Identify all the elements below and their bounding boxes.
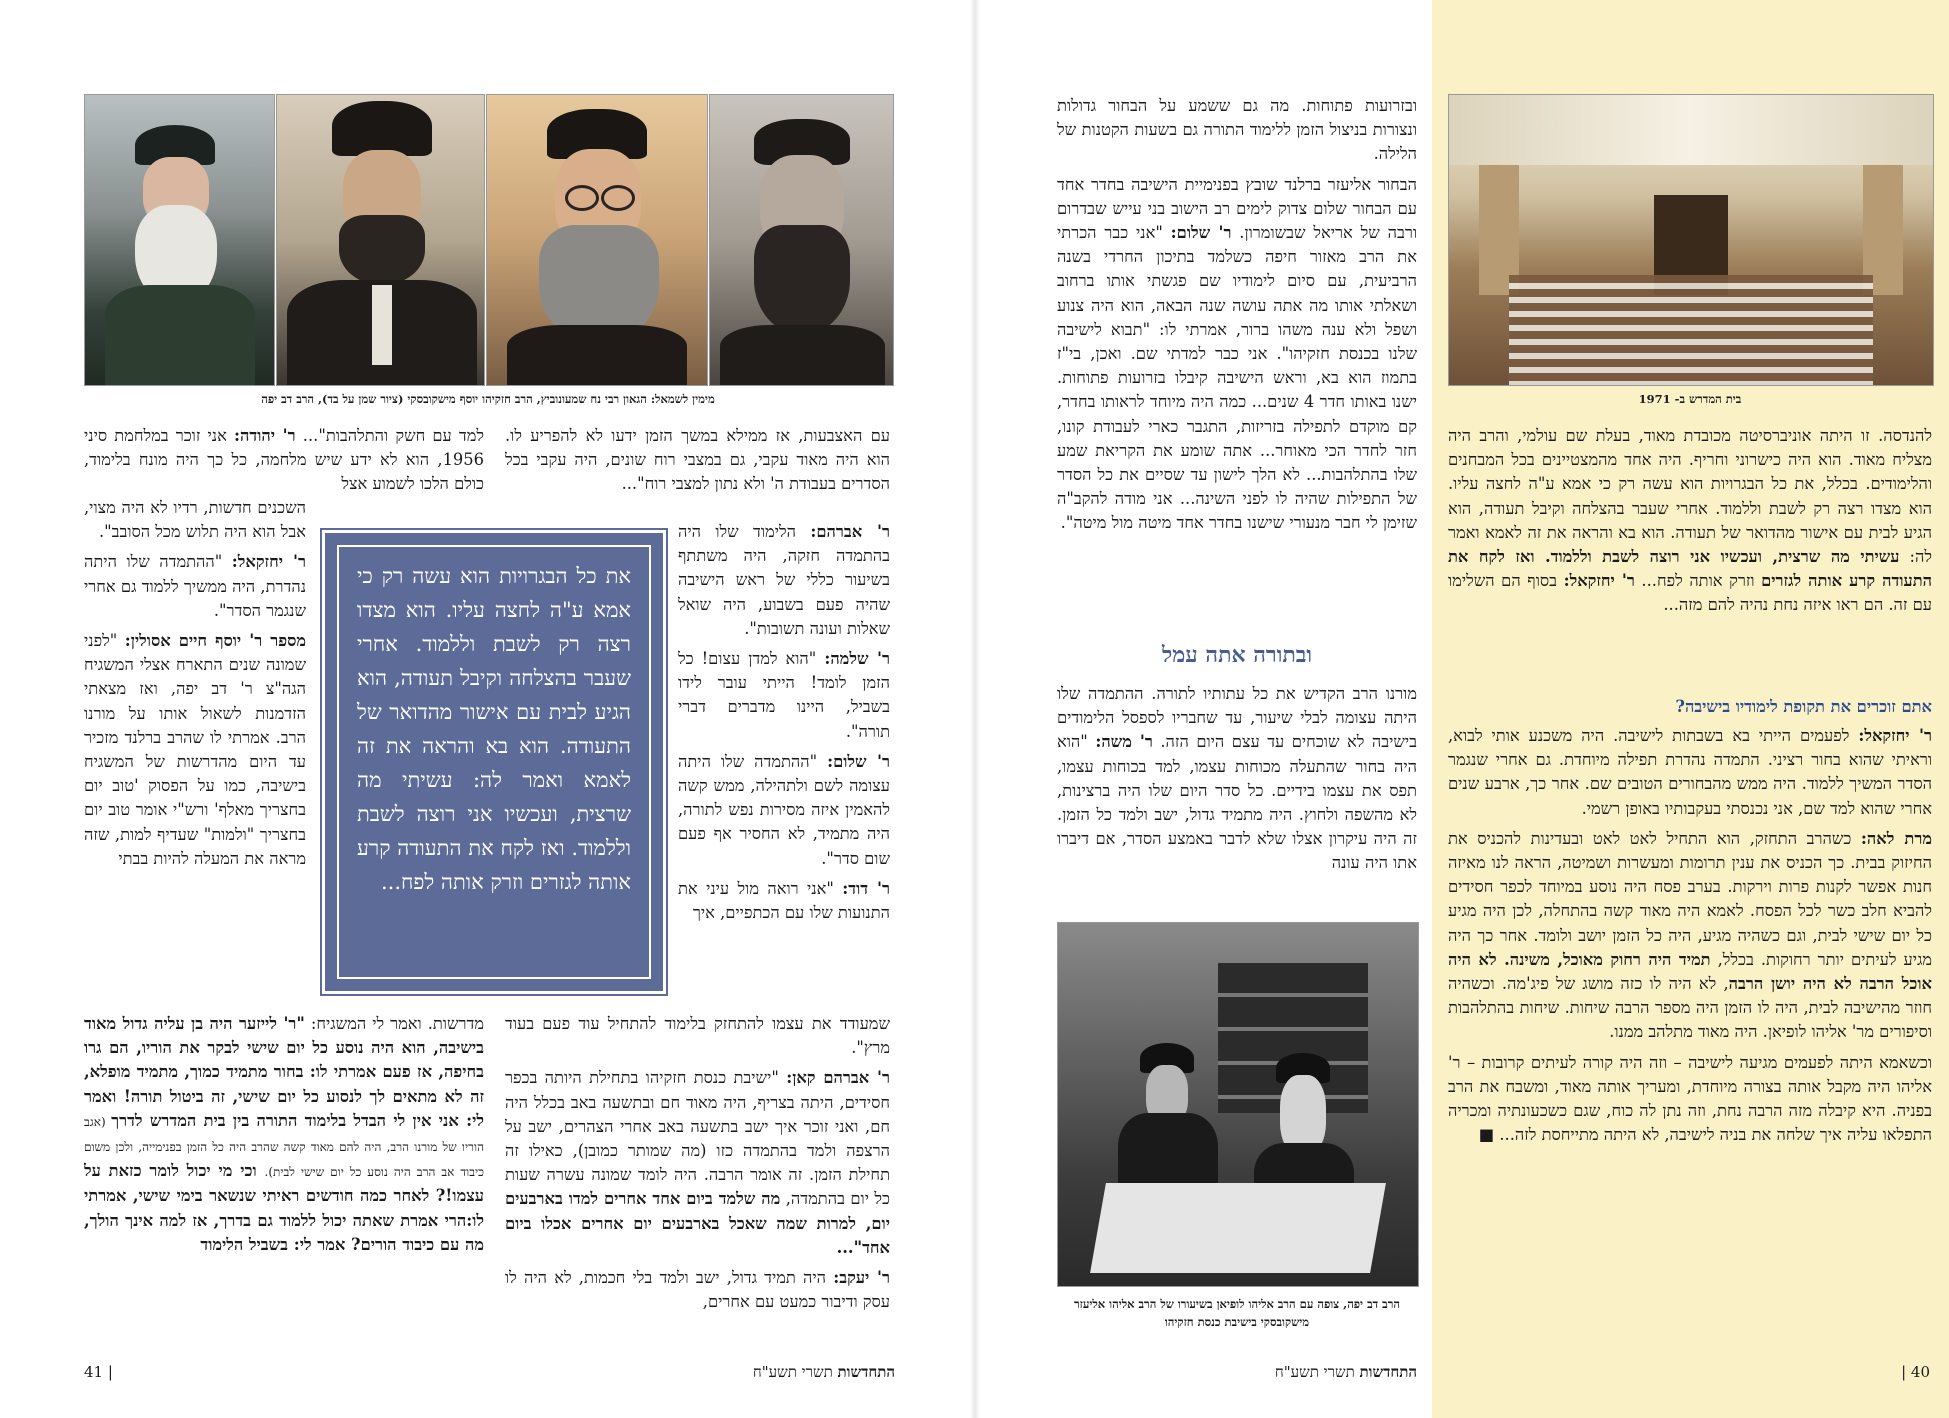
- portraits-caption: מימין לשמאל: הגאון רבי נח שמעונוביץ, הרב חזקיהו יוסף מישקובסקי (ציור שמן על בד), הרב דב יפה: [261, 392, 715, 406]
- column-left-bottom: מדרשות. ואמר לי המשגיח: "ר' לייזער היה בן עליה גדול מאוד בישיבה, הוא היה נוסע כל יום שישי לבקר את הוריו, הם גרו בחיפה, אז פעם אמרתי לו: בחור מתמיד כמוך, מתמיד מופלא, זה לא מתאים לך לנסוע כל יום שישי, זה ביטול תורה! ואמר לי: אני אין לי הבדל בלימוד התורה בין בית המדרש לדרך (אגב הוריו של מורנו הרב, היה להם מאוד קשה שהרב היה כל הזמן בפנימייה, ולכן משום כיבוד אב הרב היה נוסע כל יום שישי לבית). וכי מי יכול לומר כזאת על עצמו!? לאחר כמה חודשים ראיתי שנשאר בימי שישי, אמרתי לו:הרי אמרת שאתה יכול ללמוד גם בדרך, אז למה אינך הולך, מה עם כיבוד הורים? אמר לי: בשביל הלימוד: [84, 1014, 484, 1254]
- footer-brand: התחדשות: [837, 1363, 895, 1381]
- photo-oil-painting-portrait: [486, 94, 708, 386]
- photo-rav-noach-shimonovitz: [709, 94, 894, 386]
- right-page-column-right: להנדסה. זו היתה אוניברסיטה מכובדת מאוד, בעלת שם עולמי, והרב היה מצליח מאוד. הוא היה כישרוני וחריף. היה אחד מהמצטיינים בכל המבחנים והלימודים. בכלל, את כל הבגרויות הוא עשה רק כי אמא ע"ה לחצה עליו. הוא מצדו רצה רק לשבת וללמוד. אחרי שעבר בהצלחה וקיבל תעודה, הוא הגיע לבית עם אישור מהדואר של תעודה. הוא בא והראה את זה לאמא ואמר לה: עשיתי מה שרצית, ועכשיו אני רוצה לשבת וללמוד. ואז לקח את התעודה קרע אותה לגזרים וזרק אותה לפח... ר' יחזקאל: בסוף הם השלימו עם זה. הם ראו איזה נחת נהיה להם מזה...: [1448, 426, 1932, 615]
- question-heading: אתם זוכרים את תקופת לימודיו בישיבה?: [1675, 697, 1932, 716]
- page-number-40: | 40: [1901, 1363, 1930, 1381]
- footer-right: [1057, 1363, 1417, 1382]
- photo-rav-dov-yaffe: [84, 94, 275, 386]
- end-mark: ■: [1478, 1125, 1495, 1145]
- column-right-bottom: שמעודד את עצמו להתחזק בלימוד להתחיל עוד פעם בעוד מרץ". ר' אברהם קאן: "ישיבת כנסת חזקיהו בתחילת היותה בכפר חסידים, היתה בצריף, היה מאוד חם ובתשעה באב בכלל היה חם, ואני זוכר איך ישב בתשעה באב אחרי הצהרים, ישב על הרצפה ולמד בהתמדה כזו (מה שמותר כמובן), כאילו זה תחילת הזמן. זה אומר הרבה. היה לומד שמונה עשרה שעות כל יום בהתמדה, מה שלמד ביום אחד אחרים למדו בארבעים יום, למרות שמה שאכל בארבעים יום אחרים אכלו ביום אחד"... ר' יעקב: היה תמיד גדול, ישב ולמד בלי חכמות, לא היה לו עסק ודיבור כמעט עם אחרים,: [505, 1014, 890, 1312]
- footer-date-right: תשרי תשע"ח: [1274, 1363, 1360, 1381]
- photo-rav-chizkiyahu-mishkovsky: [276, 94, 485, 386]
- footer-left: [510, 1363, 895, 1382]
- right-page-column-right-cont: ר' יחזקאל: לפעמים הייתי בא בשבתות לישיבה. היה משכנע אותי לבוא, וראיתי שהוא בחור רציני. התמדה נהדרת תפילה מיוחדת. גם אחרי שנגמר הסדר המשיך ללמוד. היה ממש מהבחורים הטובים שם. אחר כך, ארבע שנים אחרי שהוא למד שם, אני נכנסתי בעקבותיו באופן רשמי. מרת לאה: כשהרב התחזק, הוא התחיל לאט לאט ובעדינות להכניס את החיזוק בבית. כך הכניס את ענין תרומות ומעשרות ושמיטה, הראה לנו מאיזה חנות אפשר לקנות פרות וירקות. בערב פסח היה נוסע במיוחד לכפר חסידים להביא חלב כשר לכל הפסח. לאמא היה מאוד קשה בהתחלה, לכן היה מגיע כל יום שישי לבית, וגם כשהיה מגיע, היה כל הזמן יושב ולומד. אחר כך היה מגיע לעיתים יותר רחוקות. בכלל, תמיד היה רחוק מאוכל, משינה. לא היה אוכל הרבה לא היה יושן הרבה, לא היה לו כזה מושג של פיג'מה. וכשהיה חוזר מהישיבה לבית, היה לו הזמן היה מספר הרבה שיחות. שיחות בהתלהבות וסיפורים מר' אליהו לופיאן. היה מאוד מתלהב ממנו. וכשאמא היתה לפעמים מגיעה לישיבה – וזה היה קורה לעיתים קרובות – ר' אליהו היה מקבל אותה בצורה מיוחדת, ומעריך אותה מאוד, ומשבח את הרב בפניה. היא קיבלה מזה הרבה נחת, וזה נתן לה כוח, שגם כשכעונתיה ומכריה התפלאו עליה איך שלחה את בניה לישיבה, לא היתה מתייחסת לזה... ■: [1448, 726, 1932, 1145]
- photo-study-session: [1057, 922, 1419, 1287]
- section-heading: ובתורה אתה עמל: [1161, 642, 1313, 668]
- column-right-top: עם האצבעות, אז ממילא במשך הזמן ידעו לא להפריע לו. הוא היה מאוד עקבי, גם במצבי רוח שונים, היה עקבי בכל הסדרים בעבודת ה' ולא נתון למצבי רוח"...: [505, 426, 890, 494]
- study-session-caption: הרב דב יפה, צופה עם הרב אליהו לופיאן בשיעורו של הרב אליהו אליעזר מישקובסקי בישיבת כנסת חזקיהו: [1074, 1297, 1400, 1329]
- pull-quote-text: את כל הבגרויות הוא עשה רק כי אמא ע"ה לחצה עליו. הוא מצדו רצה רק לשבת וללמוד. אחרי שעבר בהצלחה וקיבל תעודה, הוא הגיע לבית עם אישור מהדואר של התעודה. הוא בא והראה את זה לאמא ואמר לה: עשיתי מה שרצית, ועכשיו אני רוצה לשבת וללמוד. ואז לקח את התעודה קרע אותה לגזרים וזרק אותה לפח...: [337, 545, 651, 979]
- right-page-column-left: ובזרועות פתוחות. מה גם ששמע על הבחור גדולות ונצורות בניצול הזמן ללימוד התורה גם בשעות הקטנות של הלילה. הבחור אליעזר ברלנד שובץ בפנימיית הישיבה בחדר אחד עם הבחור שלום צדוק לימים רב הישוב בני עייש שבדרום ורבה של אריאל שבשומרון. ר' שלום: "אני כבר הכרתי את הרב מאזור חיפה כשלמד בתיכון החרדי בשנה הרביעית, עם סיום לימודיו שם פגשתי אותו ברחוב ושאלתי אותו מה אתה עושה שנה הבאה, הוא היה צנוע ושפל ולא ענה משהו ברור, אמרתי לו: "תבוא לישיבה שלנו בכנסת חזקיהו". אני כבר למדתי שם. ואכן, בי"ז בתמוז הוא בא, וראש הישיבה קיבלו בזרועות פתוחות. ישנו באותו חדר 4 שנים... כמה היה מיוחד לראותו בחדר, קם מוקדם לתפילה בזריזות, התגבר כארי לעבודת קונו, חזר לחדר הכי מאוחר... אתה שומע את הקריאת שמע שלו בהתלהבות... לא הלך לישון עד שסיים את כל הסדר של התפילות שהיה לו לפני השינה... אני מודה להקב"ה שזימן לי חבר מנעורי שישנו בחדר אחד מיטה מול מיטה".: [1057, 96, 1417, 533]
- footer-date: תשרי תשע"ח: [752, 1363, 838, 1381]
- beit-midrash-caption: בית המדרש ב- 1971: [1638, 392, 1742, 406]
- pull-quote-box: [322, 530, 666, 994]
- column-right-mid: ר' אברהם: הלימוד שלו היה בהתמדה חזקה, היה משתתף בשיעור כללי של ראש הישיבה שהיה פעם בשבוע, היה שואל שאלות ועונה תשובות". ר' שלמה: "הוא למדן עצום! כל הזמן לומד! הייתי עובר לידו בשביל, היינו מדברים דברי תורה". ר' שלום: "ההתמדה שלו היתה עצומה לשם ולתהילה, ממש קשה להאמין איזה מסירות נפש לתורה, היה מתמיד, לא החסיר אף פעם שום סדר". ר' דוד: "אני רואה מול עיני את התנועות שלו עם הכתפיים, איך: [678, 522, 890, 923]
- footer-brand-right: התחדשות: [1359, 1363, 1417, 1381]
- column-left-narrow: השכנים חדשות, רדיו לא היה מצוי, אבל הוא היה תלוש מכל הסובב". ר' יחזקאל: "ההתמדה שלו היתה נהדרת, היה ממשיך ללמוד גם אחרי שנגמר הסדר". מספר ר' יוסף חיים אסולין: "לפני שמונה שנים התארח אצלי המשגיח הגה"צ ר' דב יפה, ואז מצאתי הזדמנות לשאול אותו על מורנו הרב. אמרתי לו שהרב ברלנד מזכיר עד היום מהדרשות של המשגיח בישיבה, כמו על הפסוק 'טוב יום בחצריך מאלף' ורש"י אומר טוב יום בחצריך "ולמות" שעדיף למות, שזה מראה את המעלה להיות בבתי: [84, 498, 306, 868]
- photo-beit-midrash-1971: [1448, 94, 1934, 386]
- right-page-column-left-cont: מורנו הרב הקדיש את כל עתותיו לתורה. ההתמדה שלו היתה עצומה לבלי שיעור, עד שחבריו לספסל הלימודים בישיבה לא שוכחים עד עצם היום הזה. ר' משה: "הוא היה בחור שהתעלה מכוחות עצמו, למד בכוחות עצמו, תפס את עצמו בידיים. כל סדר היום שלו היה ברצינות, לא מהשפה ולחוץ. היה מתמיד גדול, ישב ולמד כל הזמן. זה היה עיקרון אצלו שלא לדבר באמצע הסדר, אם דיברו אתו היה עונה: [1057, 684, 1417, 873]
- column-left-top: למד עם חשק והתלהבות"... ר' יהודה: אני זוכר במלחמת סיני 1956, הוא לא ידע שיש מלחמה, כל כך היה מונח בלימוד, כולם הלכו לשמוע אצל: [84, 426, 484, 494]
- page-number-41: 41 |: [84, 1363, 113, 1381]
